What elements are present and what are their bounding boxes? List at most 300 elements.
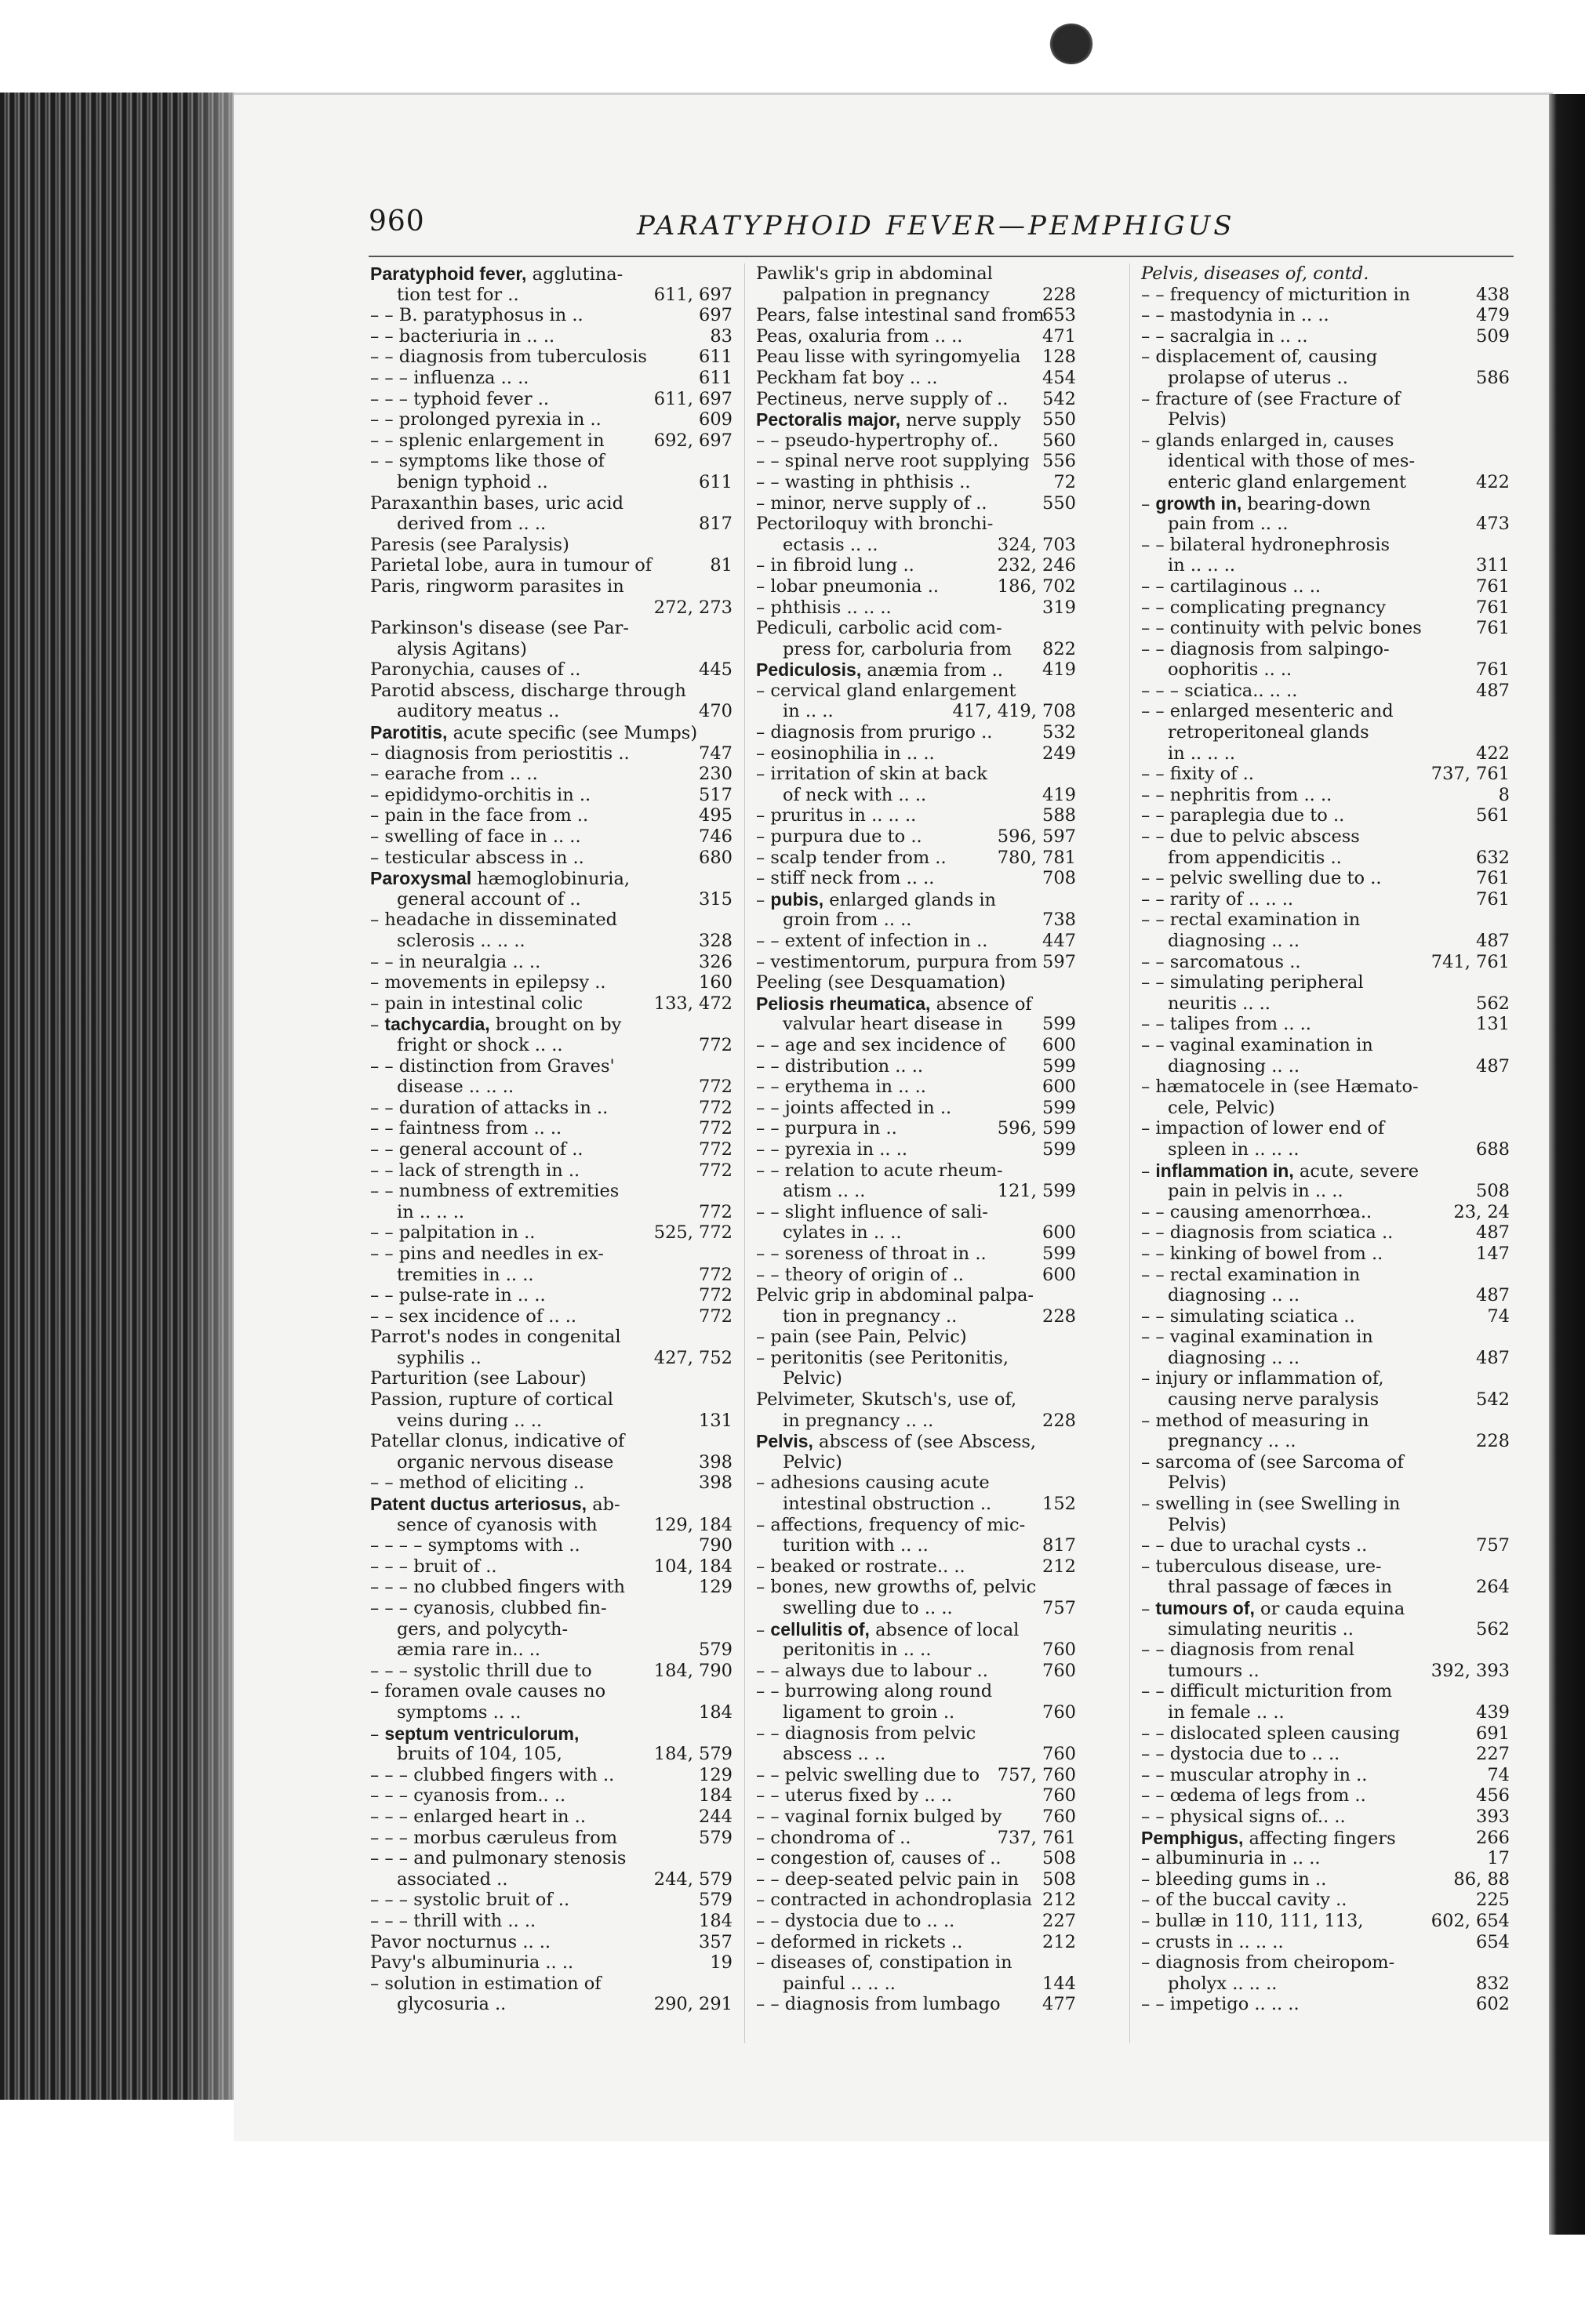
index-entry [370, 785, 733, 806]
index-entry-text: – – faintness from .. .. [370, 1118, 562, 1139]
index-entry [370, 347, 733, 368]
index-entry-text: of neck with .. .. [783, 784, 927, 805]
index-page-ref: 632 [1476, 847, 1510, 868]
index-entry [1141, 1472, 1510, 1494]
index-entry-text: tion test for .. [397, 284, 519, 305]
index-entry-text: – glands enlarged in, causes [1141, 430, 1394, 451]
index-entry [370, 1222, 733, 1244]
index-entry [1141, 451, 1510, 472]
index-entry-text: Pelvic) [783, 1368, 842, 1389]
index-page-ref: 738 [1042, 910, 1076, 931]
index-entry-text: – contracted in achondroplasia [756, 1890, 1033, 1911]
index-entry [370, 1911, 733, 1932]
index-entry [1141, 1702, 1510, 1723]
index-entry [370, 1765, 733, 1786]
index-entry [756, 1222, 1076, 1244]
index-entry [1141, 305, 1510, 326]
index-entry-text: in .. .. .. [1168, 555, 1236, 576]
index-entry-text: – – bacteriuria in .. .. [370, 325, 555, 347]
index-page-ref: 772 [699, 1160, 733, 1181]
index-entry [756, 347, 1076, 368]
index-entry [756, 1368, 1076, 1389]
index-entry [370, 472, 733, 493]
index-entry-text: prolapse of uterus .. [1168, 367, 1348, 388]
index-entry [756, 1577, 1076, 1598]
index-entry [1141, 681, 1510, 702]
index-page-ref: 772 [699, 1118, 733, 1139]
index-entry-text: – pruritus in .. .. .. [756, 805, 917, 826]
index-entry-text: – – palpitation in .. [370, 1222, 536, 1244]
index-entry [1141, 555, 1510, 576]
index-entry-text: symptoms .. .. [397, 1701, 522, 1723]
index-page-ref: 525, 772 [653, 1222, 733, 1244]
index-entry-text: – vestimentorum, purpura from [756, 951, 1038, 972]
index-headword: Pectoralis major, [756, 409, 901, 430]
running-head: PARATYPHOID FEVER—PEMPHIGUS [637, 210, 1235, 241]
index-page-ref: 586 [1476, 367, 1510, 388]
index-entry [370, 1285, 733, 1306]
index-entry-text: Pavor nocturnus .. .. [370, 1931, 551, 1952]
index-entry [1141, 701, 1510, 722]
index-entry [756, 535, 1076, 556]
index-entry [370, 305, 733, 326]
index-entry-text: – – numbness of extremities [370, 1181, 620, 1202]
index-entry [370, 1118, 733, 1139]
index-entry [756, 1848, 1076, 1869]
index-entry [370, 1932, 733, 1953]
index-entry-text: – – enlarged mesenteric and [1141, 701, 1394, 722]
index-entry [756, 848, 1076, 869]
index-entry-text: Pears, false intestinal sand from [756, 305, 1045, 326]
index-page-ref: 761 [1476, 659, 1510, 681]
index-entry-text: – – nephritis from .. .. [1141, 784, 1332, 805]
index-entry-text: Parietal lobe, aura in tumour of [370, 555, 653, 576]
index-entry [756, 451, 1076, 472]
index-entry-text: – – uterus fixed by .. .. [756, 1785, 953, 1807]
index-entry [1141, 1807, 1510, 1828]
index-page-ref: 144 [1042, 1973, 1076, 1994]
index-entry-text: simulating neuritis .. [1168, 1618, 1354, 1640]
index-entry [1141, 347, 1510, 368]
library-stamp-icon [1049, 24, 1093, 64]
index-entry [370, 1014, 733, 1035]
index-page-ref: 184 [699, 1701, 733, 1723]
index-entry-text: – – prolonged pyrexia in .. [370, 409, 602, 430]
index-entry [370, 451, 733, 472]
index-page-ref: 427, 752 [653, 1347, 733, 1368]
index-entry-text: – – dystocia due to .. .. [1141, 1744, 1340, 1765]
index-entry [370, 1807, 733, 1828]
index-page-ref: 19 [710, 1952, 733, 1974]
index-entry [1141, 659, 1510, 681]
index-page-ref: 579 [699, 1640, 733, 1661]
index-entry [756, 1681, 1076, 1702]
index-entry-text: – growth in, bearing-down [1141, 492, 1371, 514]
index-entry [370, 805, 733, 826]
index-page-ref: 532 [1042, 722, 1076, 743]
index-entry-text: – – pyrexia in .. .. [756, 1138, 908, 1160]
index-entry [370, 681, 733, 702]
index-entry [756, 1869, 1076, 1890]
index-entry [1141, 1431, 1510, 1452]
index-entry [370, 1828, 733, 1849]
index-entry [1141, 1598, 1510, 1619]
index-entry [370, 1265, 733, 1286]
index-entry [1141, 1285, 1510, 1306]
index-entry-text: abscess .. .. [783, 1744, 886, 1765]
index-page-ref: 692, 697 [653, 430, 733, 451]
index-entry-text: enteric gland enlargement [1168, 471, 1407, 492]
index-entry [756, 868, 1076, 889]
index-entry-text: – – sarcomatous .. [1141, 951, 1301, 972]
index-page-ref: 121, 599 [997, 1181, 1076, 1202]
index-entry-text: valvular heart disease in [783, 1014, 1003, 1035]
index-entry [1141, 889, 1510, 910]
index-page-ref: 184 [699, 1910, 733, 1931]
index-page-ref: 319 [1042, 597, 1076, 618]
index-entry [1141, 722, 1510, 743]
index-entry-text: – – lack of strength in .. [370, 1160, 580, 1181]
index-entry-text: – – – thrill with .. .. [370, 1910, 536, 1931]
index-entry-text: – – – bruit of .. [370, 1556, 497, 1577]
index-entry [370, 1368, 733, 1389]
index-page-ref: 579 [699, 1890, 733, 1911]
index-entry-text: oophoritis .. .. [1168, 659, 1292, 681]
index-page-ref: 419 [1042, 784, 1076, 805]
index-entry-text: – cervical gland enlargement [756, 680, 1016, 701]
index-entry-text: Pavy's albuminuria .. .. [370, 1952, 574, 1974]
index-entry-text: – testicular abscess in .. [370, 847, 584, 868]
index-entry [756, 1452, 1076, 1473]
index-entry-text: – diagnosis from prurigo .. [756, 722, 993, 743]
index-entry [1141, 1974, 1510, 1995]
index-page-ref: 17 [1487, 1848, 1510, 1869]
index-entry-text: – – kinking of bowel from .. [1141, 1243, 1383, 1264]
index-entry [756, 805, 1076, 826]
index-entry [1141, 1681, 1510, 1702]
index-entry-text: general account of .. [397, 888, 581, 910]
index-entry [1141, 826, 1510, 848]
index-entry [370, 1974, 733, 1995]
index-entry-text: Patellar clonus, indicative of [370, 1431, 625, 1452]
index-page-ref: 600 [1042, 1264, 1076, 1285]
index-entry [756, 722, 1076, 743]
index-entry-text: – – due to urachal cysts .. [1141, 1535, 1368, 1556]
index-page-ref: 392, 393 [1430, 1660, 1510, 1681]
index-entry [1141, 1515, 1510, 1536]
index-headword: tachycardia, [384, 1014, 490, 1035]
index-entry-text: – – simulating peripheral [1141, 972, 1364, 993]
index-entry-text: – method of measuring in [1141, 1410, 1369, 1431]
index-entry-text: causing nerve paralysis [1168, 1389, 1380, 1411]
index-entry-text: Paraxanthin bases, uric acid [370, 492, 624, 514]
index-entry [370, 409, 733, 430]
index-headword: Parotitis, [370, 722, 448, 743]
index-entry-text: auditory meatus .. [397, 701, 560, 722]
index-headword: cellulitis of, [770, 1618, 870, 1640]
index-entry-text: – scalp tender from .. [756, 847, 947, 868]
index-page-ref: 473 [1476, 514, 1510, 535]
index-entry-text: æmia rare in.. .. [397, 1640, 541, 1661]
index-page-ref: 487 [1476, 1347, 1510, 1368]
index-page-ref: 184, 790 [653, 1660, 733, 1681]
index-entry-text: – purpura due to .. [756, 826, 922, 848]
index-entry-text: – – – sciatica.. .. .. [1141, 680, 1298, 701]
index-entry-text: Pelvis) [1168, 1472, 1227, 1494]
index-entry-text: – – diagnosis from sciatica .. [1141, 1222, 1394, 1244]
index-entry [370, 1098, 733, 1119]
index-entry [1141, 1661, 1510, 1682]
index-entry [370, 722, 733, 743]
index-entry-text: – – in neuralgia .. .. [370, 951, 541, 972]
index-entry [370, 1702, 733, 1723]
index-page-ref: 611, 697 [653, 284, 733, 305]
index-entry [370, 910, 733, 931]
index-entry [1141, 1828, 1510, 1849]
index-page-ref: 244, 579 [653, 1868, 733, 1890]
index-entry [1141, 1640, 1510, 1661]
index-entry-text: Patent ductus arteriosus, ab- [370, 1494, 620, 1515]
index-page-ref: 422 [1476, 471, 1510, 492]
index-page-ref: 602 [1476, 1994, 1510, 2015]
index-entry-text: Paronychia, causes of .. [370, 659, 581, 681]
index-entry [1141, 1160, 1510, 1182]
index-entry-text: in .. .. .. [397, 1201, 465, 1222]
index-page-ref: 8 [1498, 784, 1510, 805]
index-entry-text: fright or shock .. .. [397, 1034, 563, 1055]
index-entry-text: – bones, new growths of, pelvic [756, 1577, 1037, 1598]
index-page-ref: 131 [699, 1410, 733, 1431]
index-entry [1141, 1577, 1510, 1598]
index-entry-text: – chondroma of .. [756, 1827, 911, 1848]
index-entry [1141, 743, 1510, 764]
index-entry [756, 1932, 1076, 1953]
index-entry-text: thral passage of fæces in [1168, 1577, 1393, 1598]
index-entry [756, 1348, 1076, 1369]
index-entry-text: cele, Pelvic) [1168, 1097, 1275, 1118]
index-entry-text: – – œdema of legs from .. [1141, 1785, 1366, 1807]
index-page-ref: 760 [1042, 1640, 1076, 1661]
index-entry [1141, 430, 1510, 452]
index-entry-text: – phthisis .. .. .. [756, 597, 892, 618]
index-entry-text: tremities in .. .. [397, 1264, 534, 1285]
index-entry-text: – – mastodynia in .. .. [1141, 305, 1329, 326]
index-entry [370, 889, 733, 910]
index-entry-text: – – physical signs of.. .. [1141, 1806, 1346, 1827]
index-page-ref: 653 [1042, 305, 1076, 326]
index-entry-text: glycosuria .. [397, 1994, 507, 2015]
column-divider [744, 263, 745, 2043]
index-column-middle [756, 263, 1076, 2043]
index-page-ref: 596, 597 [997, 826, 1076, 848]
index-entry [756, 1014, 1076, 1035]
index-page-ref: 357 [699, 1931, 733, 1952]
index-entry-text: – – – cyanosis, clubbed fin- [370, 1598, 607, 1618]
index-entry-text: benign typhoid .. [397, 471, 548, 492]
index-entry-text: – displacement of, causing [1141, 347, 1378, 368]
index-entry [1141, 1035, 1510, 1056]
index-entry-text: in .. .. .. [1168, 743, 1236, 764]
index-entry-text: – injury or inflammation of, [1141, 1368, 1384, 1389]
index-entry [370, 1411, 733, 1432]
index-page-ref: 152 [1042, 1494, 1076, 1515]
index-entry-text: Pediculi, carbolic acid com- [756, 618, 1002, 639]
index-entry [370, 1139, 733, 1160]
index-page-ref: 290, 291 [653, 1994, 733, 2015]
index-page-ref: 508 [1042, 1868, 1076, 1890]
index-entry-text: Parkinson's disease (see Par- [370, 618, 629, 639]
index-entry-text: sclerosis .. .. .. [397, 931, 525, 951]
index-entry-text: – minor, nerve supply of .. [756, 492, 987, 514]
index-entry [756, 597, 1076, 619]
index-page-ref: 757 [1476, 1535, 1510, 1556]
index-entry-text: – deformed in rickets .. [756, 1931, 963, 1952]
index-entry-text: Parrot's nodes in congenital [370, 1327, 621, 1348]
index-entry [756, 910, 1076, 931]
index-page-ref: 184 [699, 1785, 733, 1807]
index-column-right [1141, 263, 1510, 2043]
index-page-ref: 560 [1042, 430, 1076, 451]
index-entry [370, 493, 733, 514]
index-headword: Pemphigus, [1141, 1827, 1244, 1848]
index-entry [370, 1994, 733, 2015]
index-entry [756, 409, 1076, 430]
index-page-ref: 72 [1053, 471, 1076, 492]
index-entry [756, 972, 1076, 993]
index-entry-text: Pediculosis, anæmia from .. [756, 659, 1003, 681]
index-entry [370, 1890, 733, 1911]
index-entry [1141, 389, 1510, 410]
index-page-ref: 74 [1487, 1764, 1510, 1785]
index-entry [1141, 1848, 1510, 1869]
index-entry [1141, 1556, 1510, 1578]
index-entry [370, 514, 733, 535]
index-entry [756, 389, 1076, 410]
index-page-ref: 817 [699, 514, 733, 535]
index-page-ref: 588 [1042, 805, 1076, 826]
index-page-ref: 128 [1042, 347, 1076, 368]
index-entry-text: – – – clubbed fingers with .. [370, 1764, 615, 1785]
index-page-ref: 212 [1042, 1890, 1076, 1911]
index-entry [370, 1244, 733, 1265]
index-entry [756, 285, 1076, 306]
index-entry [1141, 1222, 1510, 1244]
index-entry-text: – – pins and needles in ex- [370, 1243, 604, 1264]
index-entry-text: – – vaginal fornix bulged by [756, 1806, 1002, 1827]
index-entry [1141, 1265, 1510, 1286]
index-entry [370, 659, 733, 681]
index-entry-text: – fracture of (see Fracture of [1141, 388, 1401, 409]
index-entry-text: – tuberculous disease, ure- [1141, 1556, 1382, 1577]
index-page-ref: 228 [1042, 1410, 1076, 1431]
index-entry-text: – cellulitis of, absence of local [756, 1618, 1020, 1640]
index-entry-text: – tumours of, or cauda equina [1141, 1598, 1405, 1619]
index-entry [370, 389, 733, 410]
index-page-ref: 599 [1042, 1138, 1076, 1160]
index-entry-text: Pectoriloquy with bronchi- [756, 514, 994, 535]
index-page-ref: 760 [1042, 1701, 1076, 1723]
index-entry-text: – – diagnosis from salpingo- [1141, 638, 1390, 659]
index-entry [370, 826, 733, 848]
index-entry [756, 1327, 1076, 1348]
index-page-ref: 328 [699, 931, 733, 951]
index-entry [370, 868, 733, 889]
index-entry [370, 1056, 733, 1077]
index-page-ref: 393 [1476, 1806, 1510, 1827]
index-page-ref: 741, 761 [1430, 951, 1510, 972]
index-entry-text: – stiff neck from .. .. [756, 868, 935, 889]
index-entry [370, 1661, 733, 1682]
index-page-ref: 680 [699, 847, 733, 868]
index-page-ref: 599 [1042, 1097, 1076, 1118]
index-entry [370, 1619, 733, 1640]
index-entry-text: ligament to groin .. [783, 1701, 955, 1723]
index-entry-text: – – vaginal examination in [1141, 1327, 1373, 1348]
index-page-ref: 817 [1042, 1535, 1076, 1556]
index-entry [756, 1535, 1076, 1556]
index-entry-text: – – vaginal examination in [1141, 1034, 1373, 1055]
index-entry-text: retroperitoneal glands [1168, 722, 1369, 743]
index-page-ref: 761 [1476, 618, 1510, 639]
index-page-ref: 129, 184 [653, 1514, 733, 1535]
index-entry-text: – – fixity of .. [1141, 764, 1254, 785]
index-entry-text: Pelvis) [1168, 409, 1227, 430]
index-entry-text: – pain in intestinal colic [370, 993, 583, 1014]
index-entry [370, 1472, 733, 1494]
index-entry-text: – earache from .. .. [370, 764, 538, 785]
index-page-ref: 611 [699, 347, 733, 368]
index-entry-text: Pelvis) [1168, 1514, 1227, 1535]
index-page-ref: 611, 697 [653, 388, 733, 409]
index-page-ref: 599 [1042, 1243, 1076, 1264]
index-entry [370, 1494, 733, 1515]
index-entry [1141, 576, 1510, 597]
index-page-ref: 315 [699, 888, 733, 910]
index-page-ref: 326 [699, 951, 733, 972]
index-entry [370, 1181, 733, 1202]
index-entry [756, 493, 1076, 514]
index-page-ref: 746 [699, 826, 733, 848]
index-entry-text: Pelvis, diseases of, contd. [1141, 263, 1369, 284]
index-entry-text: alysis Agitans) [397, 638, 527, 659]
index-entry [756, 1431, 1076, 1452]
index-page-ref: 697 [699, 305, 733, 326]
index-headword: Pelvis, [756, 1431, 813, 1452]
index-entry-text: – – erythema in .. .. [756, 1077, 926, 1098]
index-entry-text: ectasis .. .. [783, 534, 878, 555]
index-entry-text: – – – morbus cæruleus from [370, 1827, 618, 1848]
index-entry-text: – pubis, enlarged glands in [756, 888, 997, 910]
index-entry [1141, 263, 1510, 285]
index-entry [1141, 1098, 1510, 1119]
index-entry [370, 535, 733, 556]
index-entry-text: – – burrowing along round [756, 1681, 993, 1702]
index-entry-text: – – rarity of .. .. .. [1141, 888, 1294, 910]
index-headword: Patent ductus arteriosus, [370, 1494, 587, 1515]
index-entry-text: derived from .. .. [397, 514, 547, 535]
index-entry [756, 1098, 1076, 1119]
index-entry [370, 743, 733, 764]
index-entry-text: – – difficult micturition from [1141, 1681, 1393, 1702]
index-page-ref: 228 [1042, 1305, 1076, 1327]
index-entry [1141, 1765, 1510, 1786]
index-entry [756, 1244, 1076, 1265]
index-entry [370, 263, 733, 285]
index-entry-text: – – muscular atrophy in .. [1141, 1764, 1368, 1785]
index-entry-text: – in fibroid lung .. [756, 555, 914, 576]
header-rule [369, 256, 1514, 257]
index-entry [756, 1807, 1076, 1828]
